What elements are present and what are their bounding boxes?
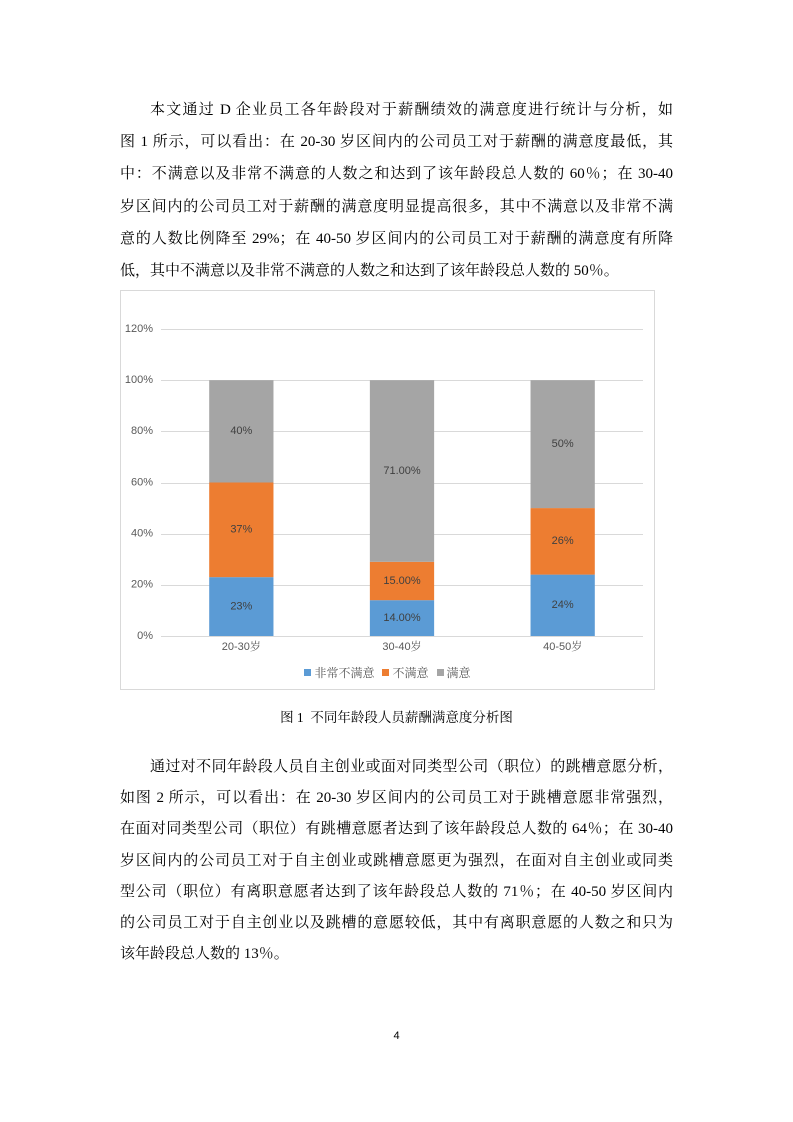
x-tick-label: 20-30岁 [221,640,261,653]
y-tick-label: 40% [130,527,153,540]
y-tick-label: 80% [130,425,153,438]
x-tick-label: 30-40岁 [382,640,422,653]
data-label: 24% [551,599,574,612]
figure-caption: 图 1 不同年龄段人员薪酬满意度分析图 [280,710,513,725]
paragraph-line: 岁区间内的公司员工对于薪酬的满意度明显提高很多，其中不满意以及非常不满 [120,198,673,215]
paragraph-line: 型公司（职位）有离职意愿者达到了该年龄段总人数的 71％；在 40-50 岁区间内 [120,883,673,900]
legend-swatch [382,669,389,676]
paragraph-line: 该年龄段总人数的 13％。 [120,946,289,963]
data-label: 37% [230,523,253,536]
y-tick-label: 60% [130,476,153,489]
paragraph-line: 通过对不同年龄段人员自主创业或面对同类型公司（职位）的跳槽意愿分析， [150,759,673,775]
data-label: 14.00% [383,611,421,624]
paragraph-line: 的公司员工对于自主创业以及跳槽的意愿较低，其中有离职意愿的人数之和只为 [120,914,673,931]
data-label: 40% [230,425,253,438]
paragraph-line: 在面对同类型公司（职位）有跳槽意愿者达到了该年龄段总人数的 64％；在 30-40 [120,821,673,838]
data-label: 15.00% [383,574,421,587]
legend-swatch [437,669,444,676]
paragraph-line: 本文通过 D 企业员工各年龄段对于薪酬绩效的满意度进行统计与分析，如 [150,102,673,118]
y-tick-label: 120% [124,322,153,335]
data-label: 23% [230,600,253,613]
legend-swatch [304,669,311,676]
data-label: 50% [551,438,574,451]
data-label: 71.00% [383,464,421,477]
legend-label: 满意 [446,665,471,680]
page-number: 4 [393,1030,400,1042]
paragraph-line: 图 1 所示，可以看出：在 20-30 岁区间内的公司员工对于薪酬的满意度最低，其 [120,134,673,151]
legend-item [304,664,374,681]
paragraph-line: 低，其中不满意以及非常不满意的人数之和达到了该年龄段总人数的 50％。 [120,262,619,279]
chart-legend [121,665,654,679]
figure-chart-frame [120,290,655,690]
y-tick-label: 20% [130,578,153,591]
paragraph-line: 意的人数比例降至 29%；在 40-50 岁区间内的公司员工对于薪酬的满意度有所降 [120,230,673,247]
paragraph-line: 如图 2 所示，可以看出：在 20-30 岁区间内的公司员工对于跳槽意愿非常强烈， [120,790,673,807]
bars [209,380,595,636]
paragraph-line: 中：不满意以及非常不满意的人数之和达到了该年龄段总人数的 60％；在 30-40 [120,166,673,183]
stacked-bar-chart [121,291,656,691]
body-paragraph [120,94,673,287]
legend-item [382,664,428,681]
data-label: 26% [551,535,574,548]
paragraph-line: 岁区间内的公司员工对于自主创业或跳槽意愿更为强烈，在面对自主创业或同类 [120,852,673,869]
y-tick-label: 100% [124,374,153,387]
x-tick-label: 40-50岁 [543,640,583,653]
legend-label: 不满意 [392,665,429,680]
y-tick-label: 0% [137,629,153,642]
legend-label: 非常不满意 [314,665,375,680]
legend-item [437,664,471,681]
body-paragraph [120,752,673,970]
